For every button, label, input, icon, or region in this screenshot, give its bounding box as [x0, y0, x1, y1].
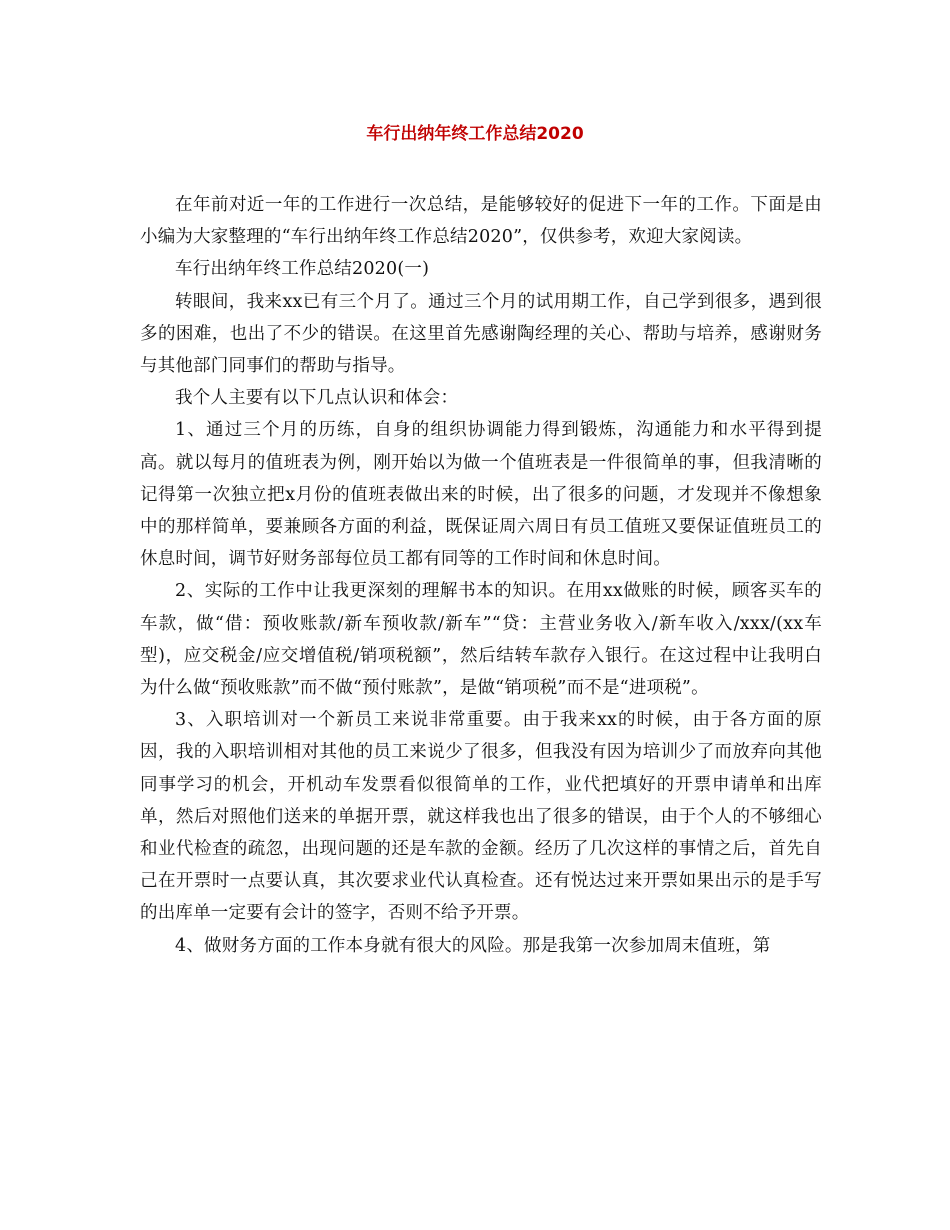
body-paragraph: 转眼间，我来xx已有三个月了。通过三个月的试用期工作，自己学到很多，遇到很多的困难，也出了不少的错误。在这里首先感谢陶经理的关心、帮助与培养，感谢财务与其他部门同事们的帮助与指导。: [140, 291, 822, 377]
section-heading: 车行出纳年终工作总结2020(一): [175, 259, 430, 280]
document-body: [140, 189, 822, 962]
body-paragraph: 我个人主要有以下几点认识和体会：: [175, 388, 459, 409]
document-title: 车行出纳年终工作总结2020: [366, 124, 584, 144]
list-paragraph-4: 4、做财务方面的工作本身就有很大的风险。那是我第一次参加周末值班，第: [175, 935, 771, 956]
intro-paragraph: 在年前对近一年的工作进行一次总结，是能够较好的促进下一年的工作。下面是由小编为大家整理的“车行出纳年终工作总结2020”，仅供参考，欢迎大家阅读。: [140, 195, 822, 248]
list-paragraph-1: 1、通过三个月的历练，自身的组织协调能力得到锻炼，沟通能力和水平得到提高。就以每月的值班表为例，刚开始以为做一个值班表是一件很简单的事，但我清晰的记得第一次独立把x月份的值班表做出来的时候，出了很多的问题，才发现并不像想象中的那样简单，要兼顾各方面的利益，既保证周六周日有员工值班又要保证值班员工的休息时间，调节好财务部每位员工都有同等的工作时间和休息时间。: [140, 420, 822, 570]
list-paragraph-3: 3、入职培训对一个新员工来说非常重要。由于我来xx的时候，由于各方面的原因，我的入职培训相对其他的员工来说少了很多，但我没有因为培训少了而放弃向其他同事学习的机会，开机动车发票看似很简单的工作，业代把填好的开票申请单和出库单，然后对照他们送来的单据开票，就这样我也出了很多的错误，由于个人的不够细心和业代检查的疏忽，出现问题的还是车款的金额。经历了几次这样的事情之后，首先自己在开票时一点要认真，其次要求业代认真检查。还有悦达过来开票如果出示的是手写的出库单一定要有会计的签字，否则不给予开票。: [140, 710, 822, 924]
list-paragraph-2: 2、实际的工作中让我更深刻的理解书本的知识。在用xx做账的时候，顾客买车的车款，做“借：预收账款/新车预收款/新车”“贷：主营业务收入/新车收入/xxx/(xx车型)，应交税金/应交增值税/销项税额”，然后结转车款存入银行。在这过程中让我明白为什么做“预收账款”而不做“预付账款”，是做“销项税”而不是“进项税”。: [140, 581, 822, 699]
